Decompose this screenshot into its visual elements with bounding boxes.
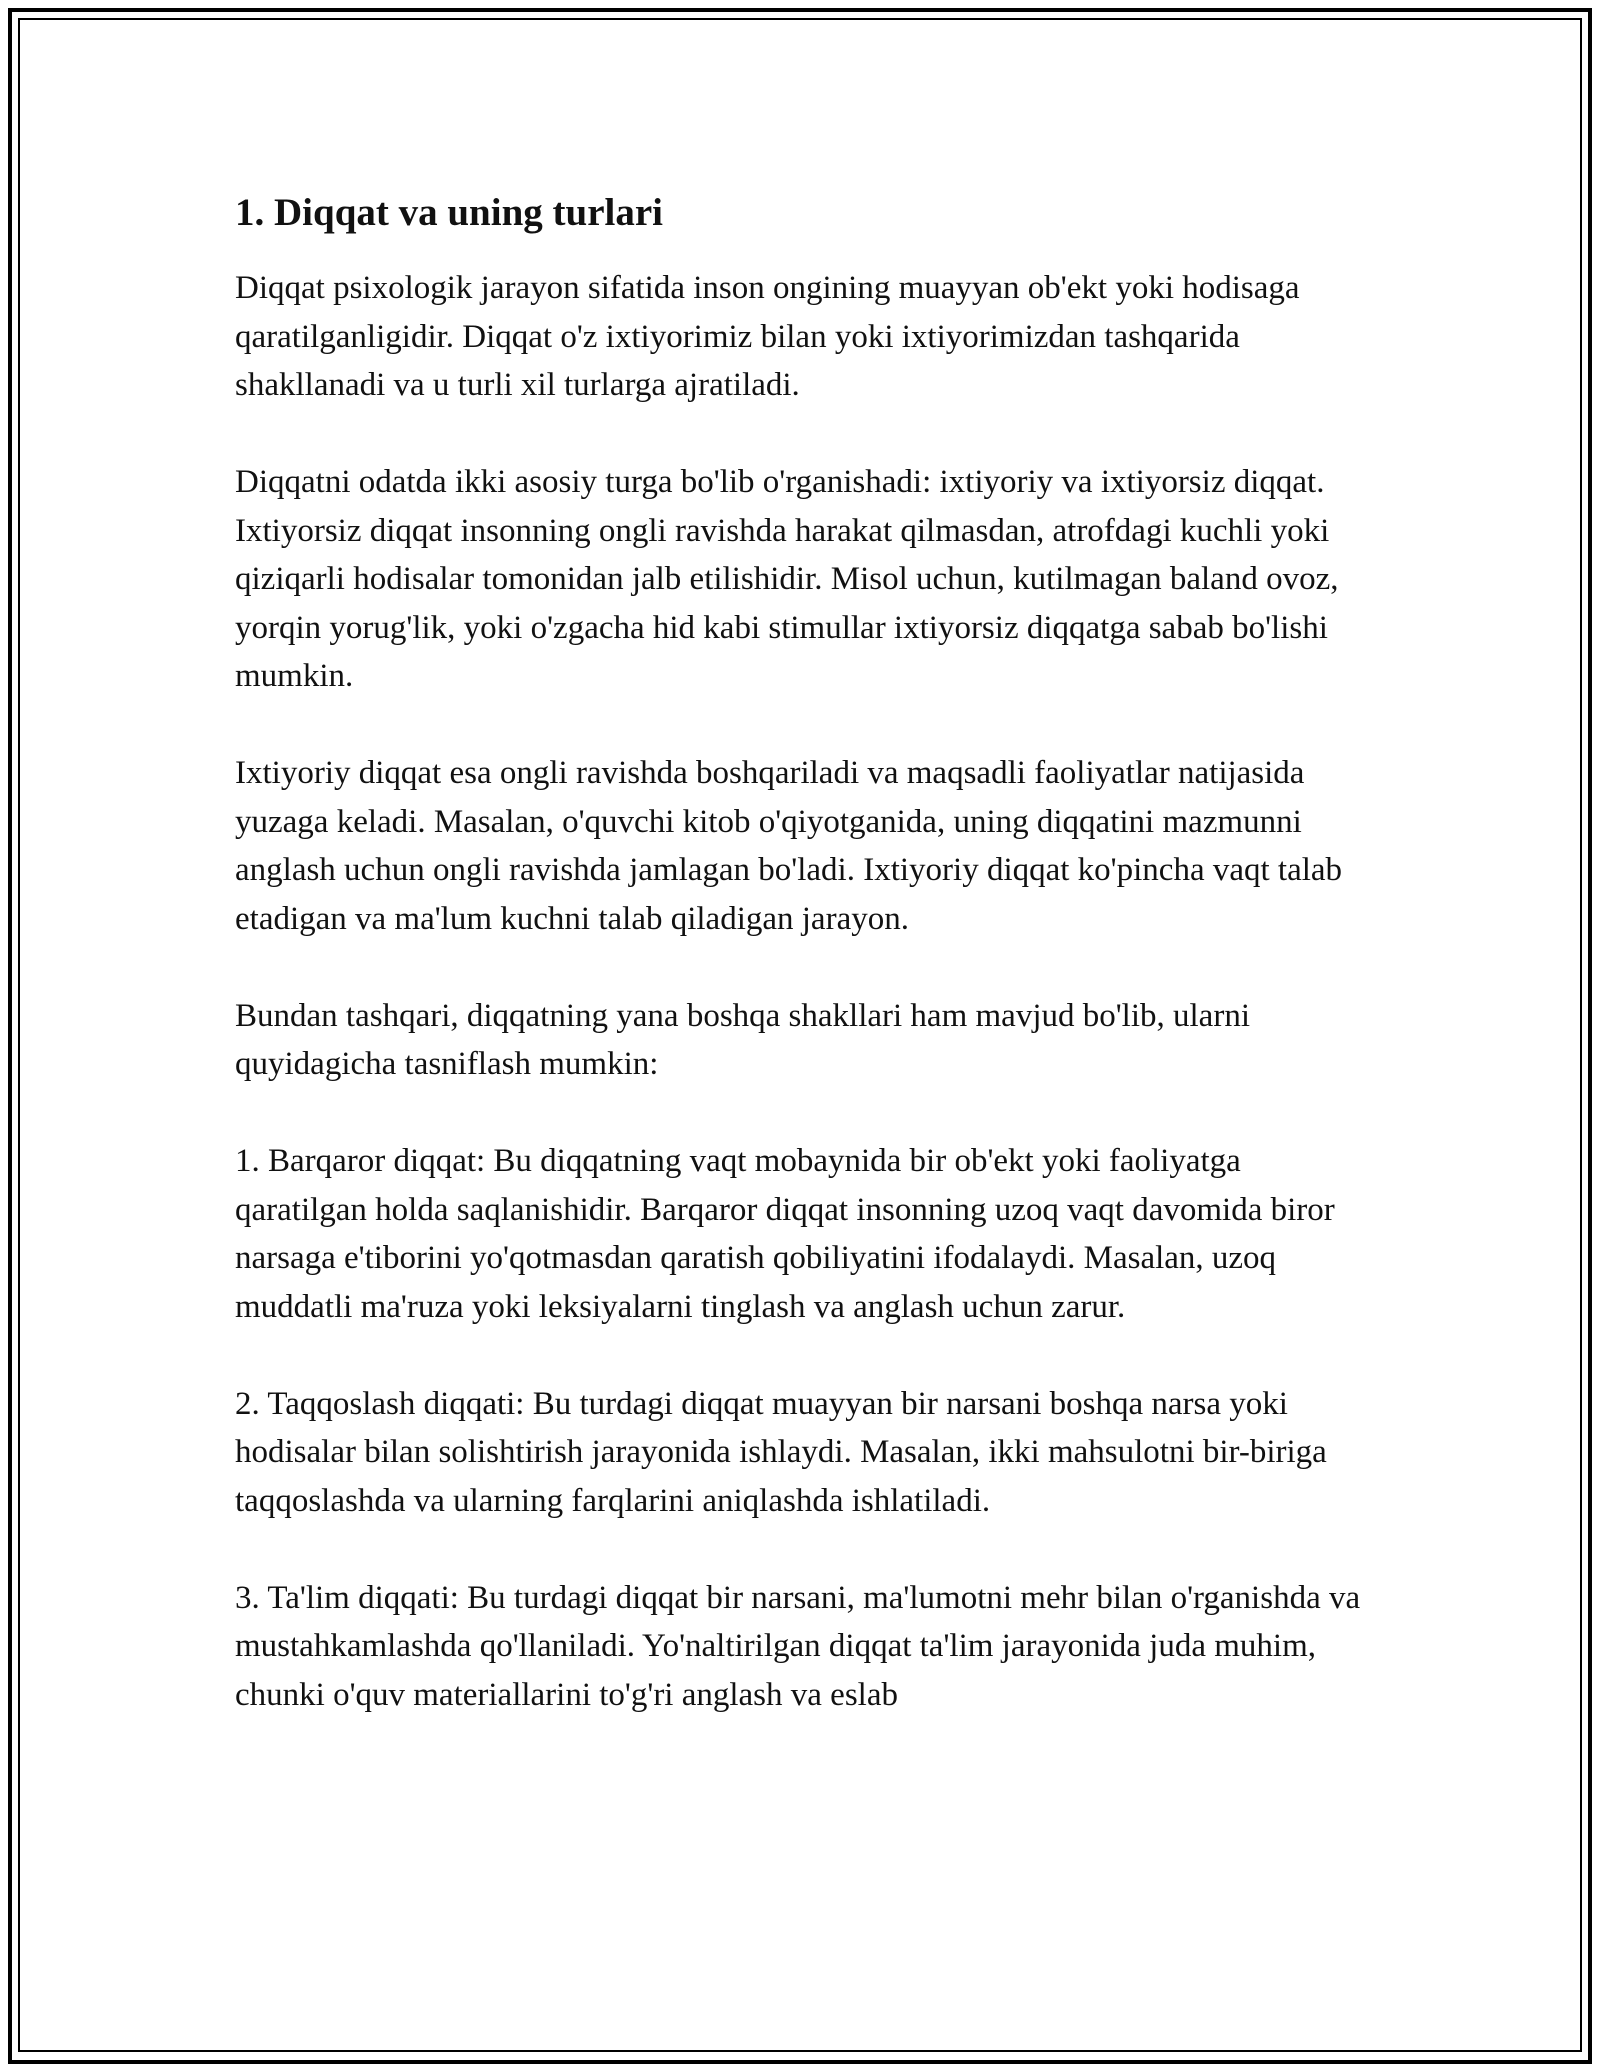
paragraph-other-forms: Bundan tashqari, diqqatning yana boshqa shakllari ham mavjud bo'lib, ularni quyidagicha tasniflash mumkin: bbox=[235, 997, 1250, 1082]
paragraph-types-overview: Diqqatni odatda ikki asosiy turga bo'lib o'rganishadi: ixtiyoriy va ixtiyorsiz diqqat. Ixtiyorsiz diqqat insonning ongli ravishda harakat qilmasdan, atrofdagi kuchli yoki qiziqarli hodisalar tomonidan jalb etilishidir. Misol uchun, kutilmagan baland ovoz, yorqin yorug'lik, yoki o'zgacha hid kabi stimullar ixtiyorsiz diqqatga sabab bo'lishi mumkin. bbox=[235, 464, 1339, 694]
paragraph-intro: Diqqat psixologik jarayon sifatida inson ongining muayyan ob'ekt yoki hodisaga qaratilganligidir. Diqqat o'z ixtiyorimiz bilan yoki ixtiyorimizdan tashqarida shakllanadi va u turli xil turlarga ajratiladi. bbox=[235, 270, 1300, 403]
paragraph-sustained-attention: 1. Barqaror diqqat: Bu diqqatning vaqt mobaynida bir ob'ekt yoki faoliyatga qaratilgan holda saqlanishidir. Barqaror diqqat insonning uzoq vaqt davomida biror narsaga e'tiborini yo'qotmasdan qaratish qobiliyatini ifodalaydi. Masalan, uzoq muddatli ma'ruza yoki leksiyalarni tinglash va anglash uchun zarur. bbox=[235, 1143, 1335, 1325]
section-heading: 1. Diqqat va uning turlari bbox=[235, 191, 663, 234]
paragraph-learning-attention: 3. Ta'lim diqqati: Bu turdagi diqqat bir narsani, ma'lumotni mehr bilan o'rganishda va mustahkamlashda qo'llaniladi. Yo'naltirilgan diqqat ta'lim jarayonida juda muhim, chunki o'quv materiallarini to'g'ri anglash va eslab bbox=[235, 1579, 1361, 1713]
paragraph-comparative-attention: 2. Taqqoslash diqqati: Bu turdagi diqqat muayyan bir narsani boshqa narsa yoki hodisalar bilan solishtirish jarayonida ishlaydi. Masalan, ikki mahsulotni bir-biriga taqqoslashda va ularning farqlarini aniqlashda ishlatiladi. bbox=[235, 1385, 1327, 1519]
document-body bbox=[235, 188, 1375, 1768]
paragraph-voluntary-attention: Ixtiyoriy diqqat esa ongli ravishda boshqariladi va maqsadli faoliyatlar natijasida yuzaga keladi. Masalan, o'quvchi kitob o'qiyotganida, uning diqqatini mazmunni anglash uchun ongli ravishda jamlagan bo'ladi. Ixtiyoriy diqqat ko'pincha vaqt talab etadigan va ma'lum kuchni talab qiladigan jarayon. bbox=[235, 755, 1343, 937]
